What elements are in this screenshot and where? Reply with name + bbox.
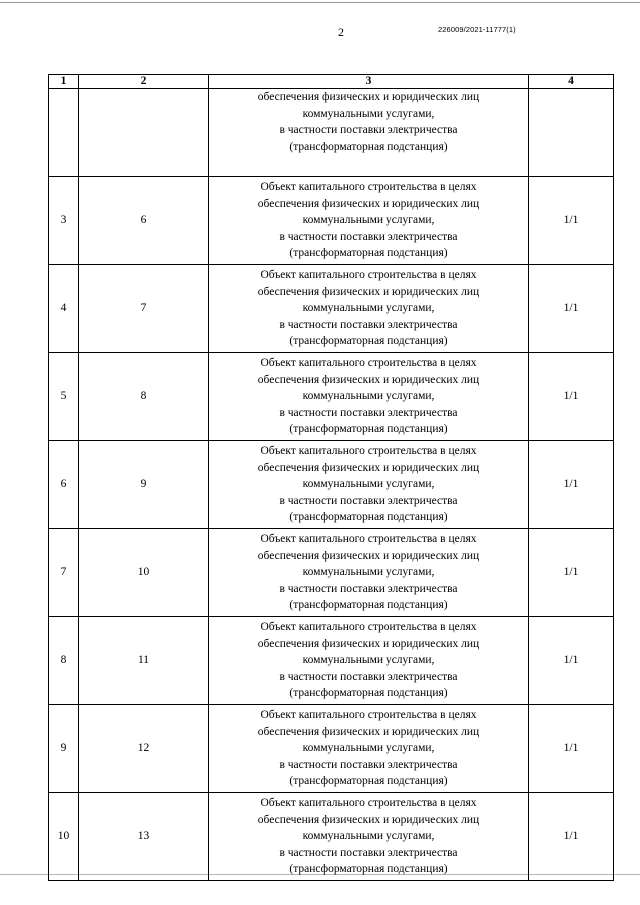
description-line: (трансформаторная подстанция) bbox=[289, 247, 448, 260]
scan-edge-top bbox=[0, 2, 640, 3]
description-line: обеспечения физических и юридических лиц bbox=[257, 197, 480, 210]
page-number: 2 bbox=[338, 25, 344, 39]
description-line: в частности поставки электричества bbox=[279, 494, 458, 507]
description-line: Объект капитального строительства в целях bbox=[260, 181, 477, 194]
description-line: обеспечения физических и юридических лиц bbox=[257, 91, 480, 103]
description-line: Объект капитального строительства в целях bbox=[260, 709, 477, 722]
description-line: в частности поставки электричества bbox=[279, 846, 458, 859]
description-line: коммунальными услугами, bbox=[302, 478, 435, 491]
description-line: Объект капитального строительства в целях bbox=[260, 621, 477, 634]
table-row bbox=[49, 177, 614, 265]
description-cell bbox=[209, 705, 529, 793]
description-line: (трансформаторная подстанция) bbox=[289, 511, 448, 524]
table-row bbox=[49, 705, 614, 793]
table-row bbox=[49, 529, 614, 617]
description-line: Объект капитального строительства в целях bbox=[260, 269, 477, 282]
row-number-cell: 9 bbox=[49, 705, 79, 793]
description-cell bbox=[209, 793, 529, 881]
object-number-cell: 6 bbox=[79, 177, 209, 265]
description-line: в частности поставки электричества bbox=[279, 758, 458, 771]
row-number-cell: 4 bbox=[49, 265, 79, 353]
description-line: в частности поставки электричества bbox=[279, 406, 458, 419]
table-row-continuation bbox=[49, 89, 614, 177]
description-cell bbox=[209, 177, 529, 265]
table-header-row bbox=[49, 75, 614, 89]
table-row bbox=[49, 617, 614, 705]
row-number-cell bbox=[49, 89, 79, 177]
quantity-cell: 1/1 bbox=[529, 441, 614, 529]
description-line: коммунальными услугами, bbox=[302, 566, 435, 579]
description-line: обеспечения физических и юридических лиц bbox=[257, 285, 480, 298]
row-number-cell: 6 bbox=[49, 441, 79, 529]
description-cell bbox=[209, 529, 529, 617]
description-cell bbox=[209, 265, 529, 353]
description-line: обеспечения физических и юридических лиц bbox=[257, 637, 480, 650]
description-line: (трансформаторная подстанция) bbox=[289, 863, 448, 876]
description-cell bbox=[209, 89, 529, 177]
description-line: (трансформаторная подстанция) bbox=[289, 599, 448, 612]
description-line: в частности поставки электричества bbox=[279, 318, 458, 331]
description-line: коммунальными услугами, bbox=[302, 107, 435, 120]
row-number-cell: 10 bbox=[49, 793, 79, 881]
column-header: 3 bbox=[209, 75, 529, 89]
row-number-cell: 7 bbox=[49, 529, 79, 617]
document-table bbox=[48, 74, 614, 881]
description-line: обеспечения физических и юридических лиц bbox=[257, 373, 480, 386]
quantity-cell: 1/1 bbox=[529, 265, 614, 353]
object-number-cell: 9 bbox=[79, 441, 209, 529]
description-line: в частности поставки электричества bbox=[279, 582, 458, 595]
object-number-cell: 7 bbox=[79, 265, 209, 353]
description-cell bbox=[209, 353, 529, 441]
description-line: коммунальными услугами, bbox=[302, 390, 435, 403]
quantity-cell: 1/1 bbox=[529, 793, 614, 881]
quantity-cell: 1/1 bbox=[529, 705, 614, 793]
table-row bbox=[49, 793, 614, 881]
object-number-cell: 12 bbox=[79, 705, 209, 793]
column-header: 2 bbox=[79, 75, 209, 89]
description-line: обеспечения физических и юридических лиц bbox=[257, 725, 480, 738]
table-body bbox=[49, 89, 614, 881]
row-number-cell: 5 bbox=[49, 353, 79, 441]
description-line: (трансформаторная подстанция) bbox=[289, 140, 448, 153]
column-header: 4 bbox=[529, 75, 614, 89]
object-number-cell: 13 bbox=[79, 793, 209, 881]
description-line: Объект капитального строительства в целях bbox=[260, 533, 477, 546]
table-row bbox=[49, 353, 614, 441]
quantity-cell: 1/1 bbox=[529, 177, 614, 265]
description-line: в частности поставки электричества bbox=[279, 124, 458, 136]
document-code: 226009/2021-11777(1) bbox=[438, 25, 516, 34]
quantity-cell: 1/1 bbox=[529, 529, 614, 617]
description-line: (трансформаторная подстанция) bbox=[289, 423, 448, 436]
row-number-cell: 8 bbox=[49, 617, 79, 705]
description-line: в частности поставки электричества bbox=[279, 230, 458, 243]
description-cell bbox=[209, 617, 529, 705]
object-number-cell: 10 bbox=[79, 529, 209, 617]
description-line: коммунальными услугами, bbox=[302, 654, 435, 667]
description-line: обеспечения физических и юридических лиц bbox=[257, 813, 480, 826]
description-line: Объект капитального строительства в целях bbox=[260, 445, 477, 458]
object-number-cell: 8 bbox=[79, 353, 209, 441]
row-number-cell: 3 bbox=[49, 177, 79, 265]
column-header: 1 bbox=[49, 75, 79, 89]
object-number-cell: 11 bbox=[79, 617, 209, 705]
table-row bbox=[49, 265, 614, 353]
description-line: коммунальными услугами, bbox=[302, 830, 435, 843]
description-line: в частности поставки электричества bbox=[279, 670, 458, 683]
table-row bbox=[49, 441, 614, 529]
description-line: Объект капитального строительства в целях bbox=[260, 797, 477, 810]
quantity-cell bbox=[529, 89, 614, 177]
description-line: обеспечения физических и юридических лиц bbox=[257, 549, 480, 562]
description-line: Объект капитального строительства в целях bbox=[260, 357, 477, 370]
description-line: коммунальными услугами, bbox=[302, 214, 435, 227]
description-line: (трансформаторная подстанция) bbox=[289, 335, 448, 348]
object-number-cell bbox=[79, 89, 209, 177]
description-cell bbox=[209, 441, 529, 529]
quantity-cell: 1/1 bbox=[529, 617, 614, 705]
quantity-cell: 1/1 bbox=[529, 353, 614, 441]
description-line: обеспечения физических и юридических лиц bbox=[257, 461, 480, 474]
description-line: коммунальными услугами, bbox=[302, 302, 435, 315]
description-line: коммунальными услугами, bbox=[302, 742, 435, 755]
description-line: (трансформаторная подстанция) bbox=[289, 775, 448, 788]
description-line: (трансформаторная подстанция) bbox=[289, 687, 448, 700]
